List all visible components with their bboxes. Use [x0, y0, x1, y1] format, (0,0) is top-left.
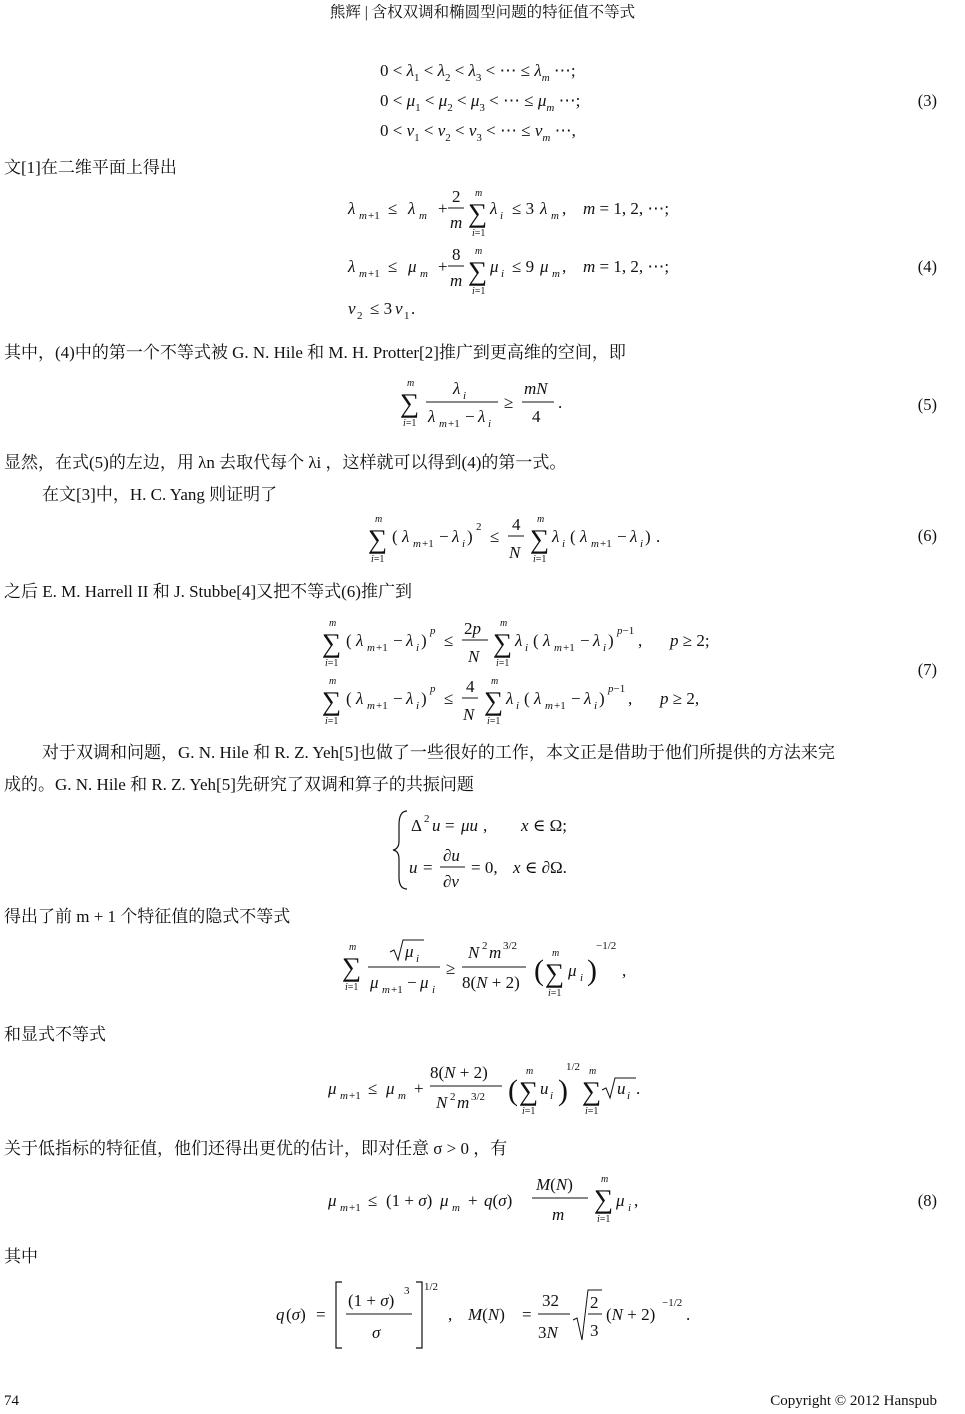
equation-number-5: (5)	[917, 395, 937, 414]
svg-text:m: m	[407, 378, 415, 389]
svg-text:i=1: i=1	[533, 554, 547, 565]
svg-text:−: −	[393, 631, 403, 650]
svg-text:2: 2	[450, 1091, 456, 1103]
svg-text:+1: +1	[376, 642, 388, 654]
svg-text:8: 8	[452, 245, 461, 264]
svg-text:+1: +1	[563, 642, 575, 654]
svg-text:N: N	[436, 1093, 448, 1112]
svg-text:p: p	[430, 625, 436, 637]
svg-text:i=1: i=1	[548, 988, 562, 999]
svg-text:p−1: p−1	[617, 625, 635, 637]
svg-text:(: (	[534, 954, 544, 987]
svg-text:λ: λ	[534, 689, 542, 708]
svg-text:≤: ≤	[388, 199, 398, 218]
svg-text:i=1: i=1	[585, 1106, 599, 1117]
svg-text:32: 32	[542, 1291, 559, 1310]
svg-text:∑: ∑	[342, 952, 362, 982]
svg-text:≤: ≤	[444, 689, 454, 708]
svg-text:∑: ∑	[368, 524, 388, 554]
svg-text:+1: +1	[391, 984, 403, 996]
svg-text:v: v	[348, 299, 356, 318]
svg-text:m: m	[450, 271, 463, 290]
svg-text:μ: μ	[490, 257, 499, 276]
svg-text:−: −	[571, 689, 581, 708]
svg-text:3N: 3N	[538, 1323, 558, 1342]
svg-text:m: m	[359, 210, 367, 222]
svg-text:μ: μ	[386, 1079, 395, 1098]
svg-text:2: 2	[590, 1293, 599, 1312]
svg-text:x ∈ Ω;: x ∈ Ω;	[521, 816, 567, 835]
svg-text:λ: λ	[543, 631, 551, 650]
svg-text:∂v: ∂v	[443, 872, 459, 891]
svg-text:(: (	[570, 527, 576, 546]
svg-text:2p: 2p	[464, 619, 481, 638]
equation-6	[366, 508, 676, 570]
equation-number-8: (8)	[917, 1191, 937, 1210]
svg-text:≤: ≤	[368, 1191, 378, 1210]
svg-text:p ≥ 2,: p ≥ 2,	[660, 689, 700, 708]
svg-text:): )	[467, 527, 473, 546]
svg-text:∑: ∑	[484, 686, 504, 716]
svg-text:+1: +1	[376, 700, 388, 712]
svg-text:4: 4	[532, 407, 541, 426]
paragraph-3: 显然，在式(5)的左边，用 λn 去取代每个 λi ，这样就可以得到(4)的第一式。	[4, 453, 567, 472]
svg-text:≤ 9: ≤ 9	[512, 257, 535, 276]
svg-text:,: ,	[634, 1191, 639, 1210]
svg-text:m: m	[457, 1093, 470, 1112]
svg-text:m: m	[340, 1090, 348, 1102]
svg-text:m: m	[475, 246, 483, 257]
svg-text:0 < λ1 < λ2 < λ3 < ⋯ ≤ λm ⋯;: $0 < \lambda_1 < \lambda_2 < \lambda_3$ < ⋯ ≤ $\lambda_m$ ⋯;	[380, 61, 576, 84]
svg-text:+: +	[438, 257, 448, 276]
svg-text:i: i	[488, 418, 492, 430]
svg-text:m: m	[367, 700, 375, 712]
svg-text:i: i	[416, 700, 420, 712]
svg-text:(: (	[533, 631, 539, 650]
svg-text:μ: μ	[616, 1191, 625, 1210]
svg-text:λ: λ	[356, 631, 364, 650]
svg-text:): )	[599, 689, 605, 708]
svg-text:+: +	[438, 199, 448, 218]
svg-text:i: i	[463, 390, 467, 402]
svg-text:+1: +1	[448, 418, 460, 430]
svg-text:i=1: i=1	[403, 418, 417, 429]
svg-text:i=1: i=1	[345, 982, 359, 993]
svg-text:i: i	[416, 953, 420, 965]
paragraph-5: 之后 E. M. Harrell II 和 J. Stubbe[4]又把不等式(6)推广到	[4, 582, 412, 601]
paragraph-1: 文[1]在二维平面上得出	[4, 158, 177, 177]
svg-text:M(N): M(N)	[468, 1305, 505, 1324]
svg-text:,: ,	[638, 631, 643, 650]
svg-text:2: 2	[357, 310, 363, 322]
svg-text:m: m	[398, 1090, 406, 1102]
svg-text:(1 + σ): (1 + σ)	[386, 1191, 433, 1210]
svg-text:∑: ∑	[545, 958, 565, 988]
svg-text:1/2: 1/2	[424, 1281, 439, 1293]
svg-text:m: m	[500, 618, 508, 629]
svg-text:+1: +1	[554, 700, 566, 712]
svg-text:i: i	[416, 642, 420, 654]
svg-text:−: −	[617, 527, 627, 546]
svg-text:m: m	[526, 1066, 534, 1077]
svg-text:+1: +1	[422, 538, 434, 550]
svg-text:i: i	[562, 538, 566, 550]
svg-text:m = 1, 2, ⋯;: m = 1, 2, ⋯;	[583, 257, 670, 276]
svg-text:λ: λ	[452, 527, 460, 546]
svg-text:=: =	[423, 858, 433, 877]
svg-text:λ: λ	[428, 407, 436, 426]
svg-text:∑: ∑	[322, 686, 342, 716]
svg-text:4: 4	[466, 677, 475, 696]
svg-text:i=1: i=1	[496, 658, 510, 669]
svg-text:m: m	[340, 1202, 348, 1214]
svg-text:i: i	[627, 1090, 631, 1102]
svg-text:−1/2: −1/2	[596, 940, 617, 952]
svg-text:(N + 2): (N + 2)	[606, 1305, 656, 1324]
svg-text:8(N + 2): 8(N + 2)	[430, 1063, 488, 1082]
svg-text:m = 1, 2, ⋯;: m = 1, 2, ⋯;	[583, 199, 670, 218]
svg-text:μ: μ	[440, 1191, 449, 1210]
svg-text:i: i	[500, 210, 504, 222]
svg-text:i=1: i=1	[522, 1106, 536, 1117]
buckling-problem-system	[395, 805, 615, 895]
svg-text:(: (	[346, 631, 352, 650]
svg-text:i=1: i=1	[325, 716, 339, 727]
svg-text:σ: σ	[372, 1323, 381, 1342]
copyright-notice: Copyright © 2012 Hanspub	[770, 1393, 937, 1409]
svg-text:λ: λ	[552, 527, 560, 546]
svg-text:m: m	[439, 418, 447, 430]
svg-text:3/2: 3/2	[471, 1091, 486, 1103]
svg-text:mN: mN	[524, 379, 548, 398]
svg-text:∑: ∑	[468, 256, 488, 286]
paragraph-10: 其中	[4, 1247, 38, 1266]
svg-text:2: 2	[482, 940, 488, 952]
svg-text:v: v	[395, 299, 403, 318]
svg-text:λ: λ	[584, 689, 592, 708]
svg-text:∑: ∑	[594, 1184, 614, 1214]
svg-text:,: ,	[562, 199, 567, 218]
equation-number-6: (6)	[917, 526, 937, 545]
svg-text:λ: λ	[408, 199, 416, 218]
svg-text:): )	[421, 631, 427, 650]
svg-text:(: (	[392, 527, 398, 546]
svg-text:u: u	[432, 816, 441, 835]
svg-text:.: .	[656, 527, 661, 546]
svg-text:∑: ∑	[519, 1076, 539, 1106]
svg-text:μ: μ	[420, 973, 429, 992]
svg-text:μ: μ	[328, 1079, 337, 1098]
svg-text:i: i	[550, 1090, 554, 1102]
svg-text:≥: ≥	[504, 393, 514, 412]
svg-text:m: m	[554, 642, 562, 654]
svg-text:m: m	[413, 538, 421, 550]
svg-text:λ: λ	[478, 407, 486, 426]
svg-text:m: m	[382, 984, 390, 996]
svg-text:∑: ∑	[530, 524, 550, 554]
svg-text:0 < v1 < v2 < v3 < ⋯ ≤ vm ⋯,: $0 < v_1 < v_2 < v_3$ < ⋯ ≤ $v_m$ ⋯,	[380, 121, 576, 144]
svg-text:λ: λ	[453, 379, 461, 398]
svg-text:): )	[421, 689, 427, 708]
svg-text:λ: λ	[630, 527, 638, 546]
svg-text:m: m	[537, 514, 545, 525]
svg-text:p−1: p−1	[608, 683, 626, 695]
svg-text:∂u: ∂u	[443, 846, 460, 865]
svg-text:(: (	[346, 689, 352, 708]
svg-text:,: ,	[483, 816, 488, 835]
running-header: 熊辉 | 含权双调和椭圆型问题的特征值不等式	[329, 4, 636, 21]
svg-text:λ: λ	[580, 527, 588, 546]
svg-text:−: −	[393, 689, 403, 708]
svg-text:N: N	[509, 543, 521, 562]
svg-text:i: i	[580, 972, 584, 984]
svg-text:m: m	[367, 642, 375, 654]
svg-text:m: m	[491, 676, 499, 687]
svg-text:i=1: i=1	[472, 228, 486, 239]
svg-text:,: ,	[448, 1305, 453, 1324]
svg-text:,: ,	[562, 257, 567, 276]
svg-text:0 < μ1 < μ2 < μ3 < ⋯ ≤ μm ⋯;: $0 < \mu_1 < \mu_2 < \mu_3$ < ⋯ ≤ $\mu_m$ ⋯;	[380, 91, 581, 114]
svg-text:∑: ∑	[322, 628, 342, 658]
svg-text:λ: λ	[356, 689, 364, 708]
svg-text:=: =	[445, 816, 455, 835]
svg-text:m: m	[589, 1066, 597, 1077]
svg-text:x ∈ ∂Ω.: x ∈ ∂Ω.	[513, 858, 567, 877]
svg-text:1/2: 1/2	[566, 1061, 581, 1073]
svg-text:m: m	[450, 213, 463, 232]
svg-text:p: p	[430, 683, 436, 695]
svg-text:3: 3	[404, 1285, 410, 1297]
svg-text:λ: λ	[406, 689, 414, 708]
svg-text:4: 4	[512, 515, 521, 534]
svg-text:+: +	[468, 1191, 478, 1210]
svg-text:m: m	[551, 210, 559, 222]
svg-text:u: u	[540, 1079, 549, 1098]
svg-text:μ: μ	[568, 961, 577, 980]
svg-text:≤ 3: ≤ 3	[370, 299, 393, 318]
svg-text:): )	[645, 527, 651, 546]
svg-text:=: =	[316, 1305, 326, 1324]
svg-text:i=1: i=1	[487, 716, 501, 727]
implicit-inequality	[340, 936, 640, 1006]
svg-text:−: −	[465, 407, 475, 426]
svg-text:μ: μ	[540, 257, 549, 276]
svg-text:∑: ∑	[400, 388, 420, 418]
equation-number-4: (4)	[917, 257, 937, 276]
svg-text:): )	[608, 631, 614, 650]
svg-text:μ: μ	[328, 1191, 337, 1210]
svg-text:(1 + σ): (1 + σ)	[348, 1291, 395, 1310]
svg-text:i=1: i=1	[325, 658, 339, 669]
svg-text:.: .	[686, 1305, 691, 1324]
svg-text:≤: ≤	[444, 631, 454, 650]
svg-text:−: −	[580, 631, 590, 650]
svg-text:i: i	[462, 538, 466, 550]
svg-text:= 0,: = 0,	[471, 858, 498, 877]
paragraph-8: 和显式不等式	[4, 1025, 106, 1044]
svg-text:m: m	[375, 514, 383, 525]
svg-text:−: −	[439, 527, 449, 546]
svg-text:i: i	[432, 984, 436, 996]
svg-text:λ: λ	[506, 689, 514, 708]
svg-text:−1/2: −1/2	[662, 1297, 683, 1309]
svg-text:≤: ≤	[368, 1079, 378, 1098]
svg-text:m: m	[552, 948, 560, 959]
svg-text:,: ,	[622, 961, 627, 980]
svg-text:3: 3	[590, 1321, 599, 1340]
svg-text:(: (	[508, 1074, 518, 1107]
svg-text:2: 2	[424, 813, 430, 825]
svg-text:q(σ): q(σ)	[484, 1191, 513, 1210]
svg-text:m: m	[601, 1174, 609, 1185]
svg-text:+1: +1	[349, 1090, 361, 1102]
svg-text:+1: +1	[600, 538, 612, 550]
svg-text:≤: ≤	[388, 257, 398, 276]
explicit-inequality	[322, 1054, 652, 1124]
svg-text:λ: λ	[515, 631, 523, 650]
svg-text:Δ: Δ	[411, 816, 422, 835]
equation-number-3: (3)	[917, 91, 937, 110]
svg-text:m: m	[452, 1202, 460, 1214]
svg-text:=: =	[522, 1305, 532, 1324]
svg-text:m: m	[552, 268, 560, 280]
svg-text:i: i	[628, 1202, 632, 1214]
svg-text:μu: μu	[461, 816, 479, 835]
svg-text:m: m	[552, 1205, 565, 1224]
svg-text:−: −	[407, 973, 417, 992]
svg-text:+1: +1	[368, 210, 380, 222]
svg-text:i=1: i=1	[371, 554, 385, 565]
svg-text:.: .	[411, 299, 416, 318]
svg-text:μ: μ	[405, 942, 414, 961]
svg-text:i: i	[525, 642, 529, 654]
svg-text:N: N	[468, 647, 480, 666]
svg-text:+1: +1	[349, 1202, 361, 1214]
q-and-M-definitions	[272, 1276, 702, 1356]
svg-text:λ: λ	[406, 631, 414, 650]
paragraph-9: 关于低指标的特征值，他们还得出更优的估计，即对任意 σ > 0 ，有	[4, 1139, 508, 1158]
svg-text:8(N + 2): 8(N + 2)	[462, 973, 520, 992]
svg-text:N: N	[463, 705, 475, 724]
svg-text:m: m	[489, 943, 502, 962]
equation-number-7: (7)	[917, 660, 937, 679]
equation-7	[320, 612, 740, 732]
svg-text:q: q	[276, 1305, 285, 1324]
svg-text:(σ): (σ)	[286, 1305, 306, 1324]
svg-text:m: m	[420, 268, 428, 280]
svg-text:m: m	[359, 268, 367, 280]
svg-text:2: 2	[476, 521, 482, 533]
svg-text:m: m	[349, 942, 357, 953]
svg-text:m: m	[545, 700, 553, 712]
svg-text:≤: ≤	[490, 527, 500, 546]
svg-text:M(N): M(N)	[536, 1175, 573, 1194]
svg-text:): )	[587, 954, 597, 987]
svg-text:i: i	[603, 642, 607, 654]
paragraph-4: 在文[3]中，H. C. Yang 则证明了	[42, 485, 278, 504]
paragraph-7: 得出了前 m + 1 个特征值的隐式不等式	[4, 907, 291, 926]
svg-text:λ: λ	[348, 199, 356, 218]
svg-text:i=1: i=1	[472, 286, 486, 297]
svg-text:i: i	[516, 700, 520, 712]
svg-text:μ: μ	[408, 257, 417, 276]
svg-text:+: +	[414, 1079, 424, 1098]
svg-text:u: u	[409, 858, 418, 877]
svg-text:λ: λ	[348, 257, 356, 276]
svg-text:+1: +1	[368, 268, 380, 280]
svg-text:λ: λ	[593, 631, 601, 650]
paragraph-6b: 成的。G. N. Hile 和 R. Z. Yeh[5]先研究了双调和算子的共振问题	[4, 775, 474, 794]
svg-text:i=1: i=1	[597, 1214, 611, 1225]
equation-4	[340, 180, 700, 330]
paragraph-6a: 对于双调和问题，G. N. Hile 和 R. Z. Yeh[5]也做了一些很好的工作，本文正是借助于他们所提供的方法来完	[42, 743, 835, 762]
svg-text:): )	[558, 1074, 568, 1107]
svg-text:.: .	[558, 393, 563, 412]
equation-5	[398, 372, 598, 442]
svg-text:m: m	[329, 676, 337, 687]
svg-text:N: N	[468, 943, 480, 962]
svg-text:≥: ≥	[446, 959, 456, 978]
svg-text:∑: ∑	[493, 628, 513, 658]
svg-text:u: u	[617, 1079, 626, 1098]
svg-text:.: .	[636, 1079, 641, 1098]
svg-text:m: m	[419, 210, 427, 222]
svg-text:m: m	[591, 538, 599, 550]
svg-text:3/2: 3/2	[503, 940, 518, 952]
svg-text:∑: ∑	[468, 198, 488, 228]
svg-text:λ: λ	[402, 527, 410, 546]
svg-text:m: m	[475, 188, 483, 199]
svg-text:(: (	[524, 689, 530, 708]
svg-text:i: i	[640, 538, 644, 550]
page-number: 74	[4, 1393, 19, 1409]
svg-text:p ≥ 2;: p ≥ 2;	[670, 631, 710, 650]
svg-text:2: 2	[452, 187, 461, 206]
svg-text:∑: ∑	[582, 1076, 602, 1106]
svg-text:m: m	[329, 618, 337, 629]
svg-text:λ: λ	[540, 199, 548, 218]
equation-8	[322, 1168, 652, 1238]
equation-3	[370, 56, 630, 148]
svg-text:1: 1	[404, 310, 410, 322]
svg-text:≤ 3: ≤ 3	[512, 199, 535, 218]
svg-text:λ: λ	[490, 199, 498, 218]
svg-text:μ: μ	[370, 973, 379, 992]
paragraph-2: 其中，(4)中的第一个不等式被 G. N. Hile 和 M. H. Protter[2]推广到更高维的空间，即	[4, 343, 626, 362]
svg-text:i: i	[594, 700, 598, 712]
svg-text:,: ,	[628, 689, 633, 708]
svg-text:i: i	[501, 268, 505, 280]
